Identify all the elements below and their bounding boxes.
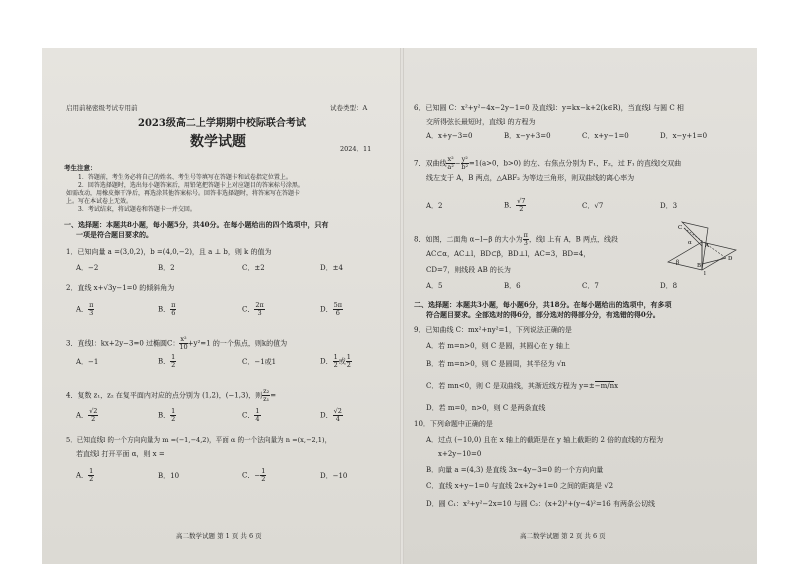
- q5-stem-2: 若直线l 打开平面 α，则 x =: [76, 450, 165, 458]
- q4-option-c: C． $\frac{1}{4}$: [242, 407, 260, 423]
- label-l: l: [704, 271, 706, 277]
- q2-option-b: B． $\frac{\pi}{6}$: [158, 301, 176, 317]
- notice-heading: 考生注意：: [64, 164, 97, 172]
- q4-option-d: D． $\frac{√2}{4}$: [320, 407, 342, 423]
- q8-stem-3: AC⊂α，AC⊥l，BD⊂β，BD⊥l，AC=3，BD=4，: [426, 250, 591, 258]
- q10-option-a: A．过点 (−10,0) 且在 x 轴上的截距是在 y 轴上截距的 2 倍的直线的方程为: [426, 436, 664, 444]
- segment-ac: [684, 228, 702, 246]
- footer-left: 高二数学试题 第 1 页 共 6 页: [176, 532, 262, 540]
- q5-option-d: D．−10: [320, 472, 348, 480]
- q2-stem: 2．直线 x+√3y−1=0 的倾斜角为: [66, 284, 175, 292]
- label-d: D: [728, 256, 733, 262]
- q5-option-c: C．− $\frac{1}{2}$: [242, 467, 266, 483]
- q2-option-d: D． $\frac{5\pi}{6}$: [320, 301, 343, 317]
- q6-option-a: A．x+y−3=0: [426, 132, 473, 140]
- page-fold: [400, 48, 404, 564]
- q7-stem-3: 线左支于 A，B 两点，△ABF₂ 为等边三角形，则双曲线的离心率为: [426, 174, 635, 182]
- exam-paper: [42, 48, 757, 564]
- q10-option-d: D．圆 C₁：x²+y²−2x=10 与圆 C₂：(x+2)²+(y−4)²=16 有两条公切线: [426, 500, 655, 508]
- exam-date: 2024．11: [340, 145, 372, 153]
- q5-option-b: B．10: [158, 472, 180, 480]
- q3-option-c: C．−1或1: [242, 358, 277, 366]
- notice-line-4: 上。写在本试卷上无效。: [66, 198, 133, 205]
- q9-option-b: B．若 m=n>0，则 C 是圆周，其半径为 √n: [426, 360, 566, 368]
- q1-option-d: D．±4: [320, 264, 343, 272]
- subject-title: 数学试题: [190, 134, 246, 150]
- q4-stem: 4．复数 z₁，z₂ 在复平面内对应的点分别为 (1,2)，(−1,3)，则 $\frac{\text{z₂}}{\text{z₁}}$ =: [66, 387, 277, 403]
- q8-stem: 8．如图，二面角 α−l−β 的大小为 $\frac{\pi}{3}$ ，线l 上有 A，B 两点，线段: [414, 231, 619, 247]
- label-alpha: α: [688, 240, 692, 246]
- q7-option-a: A．2: [426, 202, 443, 210]
- notice-line-5: 3．考试结束，将试题卷和答题卡一并交回。: [78, 206, 196, 213]
- paper-type-label: 试卷类型：A: [330, 104, 368, 112]
- notice-line-2: 2．回答选择题时，选出每小题答案后，用铅笔把答题卡上对应题目的答案标号涂黑。: [78, 182, 304, 189]
- q10-stem: 10．下列命题中正确的是: [414, 420, 493, 428]
- q6-option-b: B．x−y+3=0: [504, 132, 551, 140]
- q8-option-c: C．7: [582, 282, 599, 290]
- dihedral-angle-figure: [662, 220, 742, 278]
- q7-option-b: B． $\frac{√7}{2}$: [504, 197, 526, 213]
- exam-title: 2023级高二上学期期中校际联合考试: [138, 118, 306, 129]
- footer-right: 高二数学试题 第 2 页 共 6 页: [520, 532, 606, 540]
- q8-option-b: B．6: [504, 282, 521, 290]
- q8-option-a: A．5: [426, 282, 443, 290]
- q9-stem: 9．已知曲线 C：mx²+ny²=1，下列说法正确的是: [414, 326, 572, 334]
- q7-option-c: C．√7: [582, 202, 604, 210]
- q1-option-b: B．2: [158, 264, 175, 272]
- q3-option-b: B． $\frac{1}{2}$: [158, 353, 176, 369]
- q1-option-c: C．±2: [242, 264, 265, 272]
- q9-option-d: D．若 m=0，n>0，则 C 是两条直线: [426, 404, 546, 412]
- section1-line2: 一项是符合题目要求的。: [76, 230, 153, 239]
- label-b: B: [697, 263, 702, 269]
- q7-option-d: D．3: [660, 202, 678, 210]
- section2-line2: 符合题目要求。全部选对的得6分，部分选对的得部分分，有选错的得0分。: [426, 310, 660, 319]
- q2-option-c: C． $\frac{2\pi}{3}$: [242, 301, 264, 317]
- q5-option-a: A． $\frac{1}{2}$: [76, 467, 94, 483]
- q3-stem: 3．直线l：kx+2y−3=0 过椭圆C： $\frac{\text{x²}}{10}$ +y²=1 的一个焦点，则k的值为: [66, 335, 288, 351]
- notice-line-3: 如需改动，用橡皮擦干净后，再选涂其他答案标号。回答非选择题时，将答案写在答题卡: [66, 190, 301, 197]
- section2-line1: 二、选择题：本题共3小题，每小题6分，共18分。在每小题给出的选项中，有多项: [414, 300, 672, 309]
- q1-stem: 1．已知向量 a =(3,0,2)，b =(4,0,−2)，且 a ⊥ b，则 k 的值为: [66, 248, 272, 256]
- q4-option-b: B． $\frac{1}{2}$: [158, 407, 176, 423]
- q8-stem-4: CD=7，则线段 AB 的长为: [426, 266, 511, 274]
- q10-option-b: B．向量 a =(4,3) 是直线 3x−4y−3=0 的一个方向向量: [426, 466, 604, 474]
- q8-option-d: D．8: [660, 282, 678, 290]
- q6-stem-2: 交所得弦长最短时，直线l 的方程为: [426, 118, 536, 126]
- q6-stem: 6．已知圆 C：x²+y²−4x−2y−1=0 及直线l：y=kx−k+2(k∈R)，当直线l 与圆 C 相: [414, 104, 684, 112]
- q9-option-c: C．若 mn<0，则 C 是双曲线，其渐近线方程为 y=±−m/nx: [426, 382, 619, 390]
- q3-option-d: D． $\frac{1}{2}$ 或 $\frac{1}{2}$: [320, 353, 351, 369]
- secret-label: 启用前秘密级考试专用前: [66, 104, 138, 112]
- q10-option-c: C．直线 x+y−1=0 与直线 2x+2y+1=0 之间的距离是 √2: [426, 482, 614, 490]
- q1-option-a: A．−2: [76, 264, 99, 272]
- label-c: C: [678, 225, 683, 231]
- q3-option-a: A．−1: [76, 358, 99, 366]
- q7-stem: 7．双曲线 $\frac{\text{x²}}{\text{a²}}$ − $\frac{\text{y²}}{\text{b²}}$ =1(a>0，b>0) 的左、右焦点分别为 F₁，F₂，过 F₁ 的直线l交双曲: [414, 155, 682, 171]
- q6-option-d: D．x−y+1=0: [660, 132, 708, 140]
- q5-stem: 5．已知直线l 的一个方向向量为 m =(−1,−4,2)，平面 α 的一个法向量为 n =(x,−2,1)，: [66, 436, 332, 444]
- notice-line-1: 1．答题前，考生务必将自己的姓名、考生号等填写在答题卡和试卷指定位置上。: [78, 174, 292, 181]
- q4-option-a: A． $\frac{√2}{2}$: [76, 407, 98, 423]
- q9-option-a: A．若 m=n>0，则 C 是圆，其圆心在 y 轴上: [426, 342, 570, 350]
- label-beta: β: [676, 260, 680, 266]
- section1-line1: 一、选择题：本题共8小题，每小题5分，共40分。在每小题给出的四个选项中，只有: [64, 220, 329, 229]
- q2-option-a: A． $\frac{\pi}{3}$: [76, 301, 94, 317]
- q6-option-c: C．x+y−1=0: [582, 132, 629, 140]
- q10-option-a-cont: x+2y−10=0: [438, 450, 482, 458]
- label-a: A: [705, 243, 709, 249]
